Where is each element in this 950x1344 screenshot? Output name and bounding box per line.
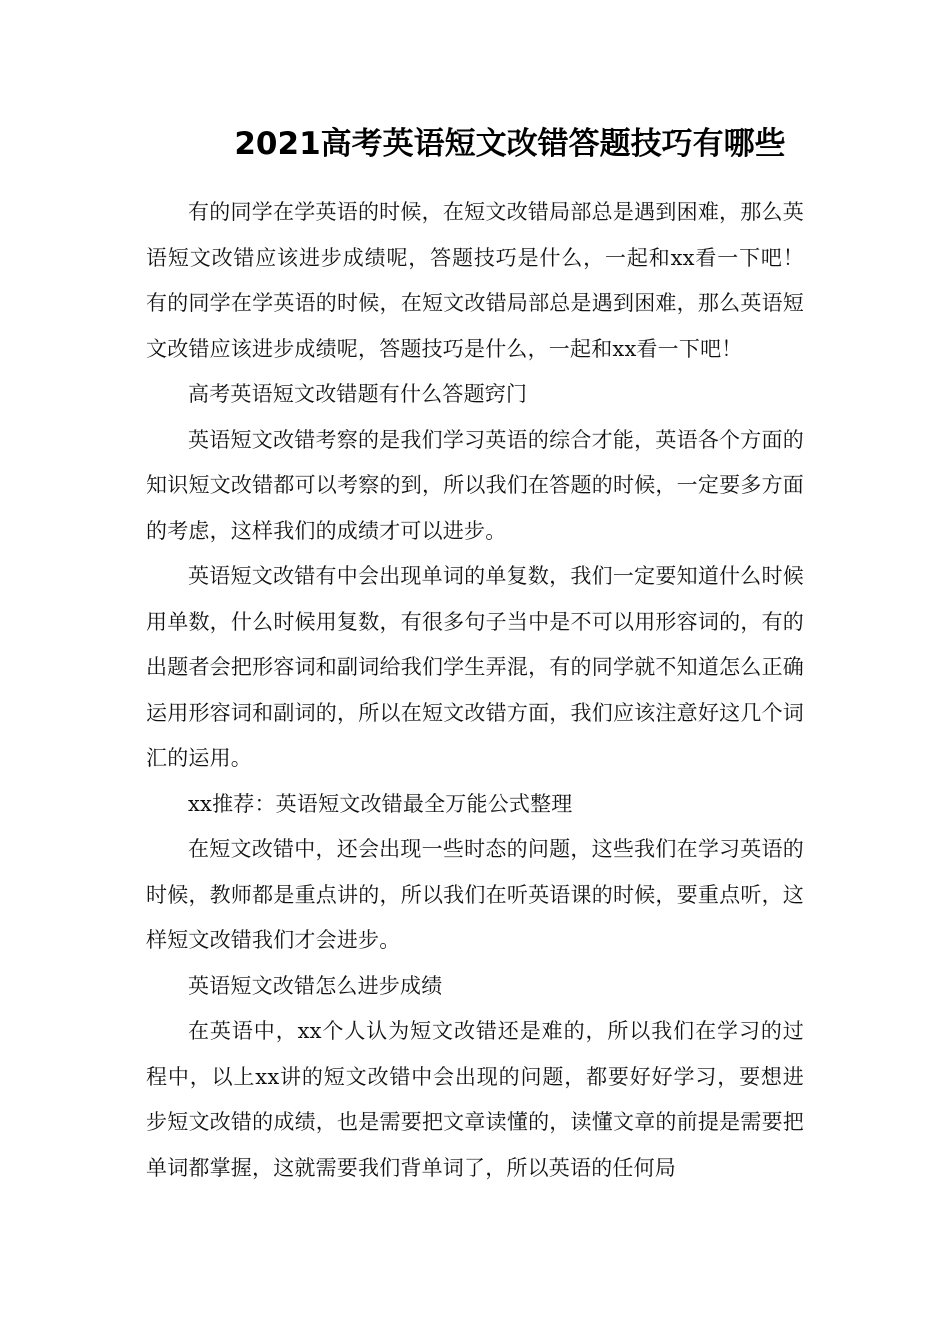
paragraph-heading-improve: 英语短文改错怎么进步成绩 bbox=[188, 973, 443, 998]
paragraph-recommendation: xx推荐：英语短文改错最全万能公式整理 bbox=[188, 791, 573, 816]
paragraph-intro: 有的同学在学英语的时候，在短文改错局部总是遇到困难，那么英语短文改错应该进步成绩呢，答题技巧是什么，一起和xx看一下吧！有的同学在学英语的时候，在短文改错局部总是遇到困难，那么英语短文改错应该进步成绩呢，答题技巧是什么，一起和xx看一下吧！ bbox=[146, 200, 804, 361]
document-body bbox=[146, 190, 804, 1191]
paragraph-singular-plural: 英语短文改错有中会出现单词的单复数，我们一定要知道什么时候用单数，什么时候用复数，有很多句子当中是不可以用形容词的，有的出题者会把形容词和副词给我们学生弄混，有的同学就不知道怎么正确运用形容词和副词的，所以在短文改错方面，我们应该注意好这几个词汇的运用。 bbox=[146, 564, 804, 770]
paragraph-comprehensive: 英语短文改错考察的是我们学习英语的综合才能，英语各个方面的知识短文改错都可以考察的到，所以我们在答题的时候，一定要多方面的考虑，这样我们的成绩才可以进步。 bbox=[146, 427, 804, 543]
paragraph-tense: 在短文改错中，还会出现一些时态的问题，这些我们在学习英语的时候，教师都是重点讲的，所以我们在听英语课的时候，要重点听，这样短文改错我们才会进步。 bbox=[146, 837, 804, 952]
document-title: 2021高考英语短文改错答题技巧有哪些 bbox=[234, 126, 786, 162]
paragraph-heading-tips: 高考英语短文改错题有什么答题窍门 bbox=[188, 382, 528, 406]
paragraph-conclusion: 在英语中，xx个人认为短文改错还是难的，所以我们在学习的过程中，以上xx讲的短文改错中会出现的问题，都要好好学习，要想进步短文改错的成绩，也是需要把文章读懂的，读懂文章的前提是需要把单词都掌握，这就需要我们背单词了，所以英语的任何局 bbox=[146, 1019, 804, 1180]
